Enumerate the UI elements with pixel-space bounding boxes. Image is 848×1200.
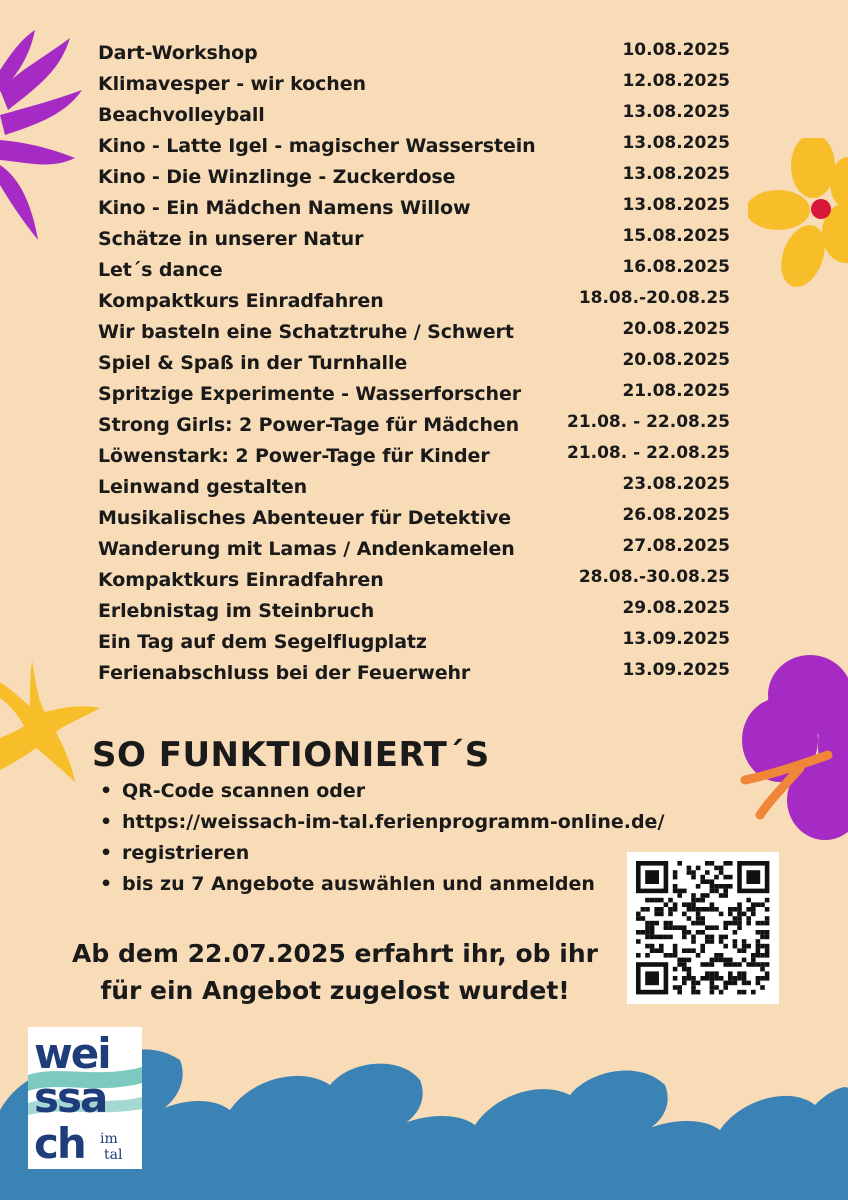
hibiscus-icon bbox=[740, 650, 848, 850]
event-row bbox=[98, 538, 730, 569]
logo-text: wei bbox=[34, 1029, 110, 1078]
event-date: 13.08.2025 bbox=[622, 102, 730, 122]
event-title: Leinwand gestalten bbox=[98, 476, 308, 498]
event-row bbox=[98, 383, 730, 414]
event-date: 27.08.2025 bbox=[622, 536, 730, 556]
qr-code-graphic bbox=[627, 852, 779, 1004]
event-title: Ein Tag auf dem Segelflugplatz bbox=[98, 631, 427, 653]
event-row bbox=[98, 352, 730, 383]
event-row bbox=[98, 290, 730, 321]
event-row bbox=[98, 104, 730, 135]
event-title: Kino - Die Winzlinge - Zuckerdose bbox=[98, 166, 456, 188]
howto-title: SO FUNKTIONIERT´S bbox=[92, 735, 490, 775]
event-row bbox=[98, 42, 730, 73]
logo-text: ch bbox=[34, 1119, 85, 1168]
event-title: Löwenstark: 2 Power-Tage für Kinder bbox=[98, 445, 490, 467]
draw-notice bbox=[40, 935, 630, 1009]
event-title: Kompaktkurs Einradfahren bbox=[98, 569, 384, 591]
step-item: • registrieren bbox=[100, 842, 664, 873]
event-date: 13.08.2025 bbox=[622, 164, 730, 184]
event-date: 12.08.2025 bbox=[622, 71, 730, 91]
step-item: • https://weissach-im-tal.ferienprogramm-online.de/ bbox=[100, 811, 664, 842]
logo bbox=[28, 1027, 142, 1169]
logo-suffix: tal bbox=[104, 1147, 123, 1163]
event-date: 13.08.2025 bbox=[622, 195, 730, 215]
event-row bbox=[98, 662, 730, 693]
event-row bbox=[98, 135, 730, 166]
event-title: Strong Girls: 2 Power-Tage für Mädchen bbox=[98, 414, 520, 436]
event-row bbox=[98, 507, 730, 538]
palm-leaf-icon bbox=[0, 30, 85, 250]
logo-text: ssa bbox=[34, 1073, 107, 1122]
event-title: Wir basteln eine Schatztruhe / Schwert bbox=[98, 321, 514, 343]
event-title: Erlebnistag im Steinbruch bbox=[98, 600, 375, 622]
event-date: 21.08. - 22.08.25 bbox=[566, 443, 730, 463]
step-item: • QR-Code scannen oder bbox=[100, 780, 664, 811]
event-row bbox=[98, 228, 730, 259]
event-date: 28.08.-30.08.25 bbox=[578, 567, 730, 587]
event-row bbox=[98, 166, 730, 197]
event-title: Spiel & Spaß in der Turnhalle bbox=[98, 352, 408, 374]
event-title: Wanderung mit Lamas / Andenkamelen bbox=[98, 538, 515, 560]
event-date: 18.08.-20.08.25 bbox=[578, 288, 730, 308]
notice-line: für ein Angebot zugelost wurdet! bbox=[100, 976, 570, 1005]
event-title: Kino - Latte Igel - magischer Wasserstein bbox=[98, 135, 536, 157]
event-row bbox=[98, 259, 730, 290]
starfish-icon bbox=[0, 660, 105, 785]
event-title: Spritzige Experimente - Wasserforscher bbox=[98, 383, 522, 405]
event-title: Ferienabschluss bei der Feuerwehr bbox=[98, 662, 471, 684]
event-title: Beachvolleyball bbox=[98, 104, 265, 126]
event-row bbox=[98, 321, 730, 352]
event-row bbox=[98, 631, 730, 662]
event-date: 20.08.2025 bbox=[622, 319, 730, 339]
flower-icon bbox=[748, 138, 848, 288]
event-row bbox=[98, 569, 730, 600]
event-date: 15.08.2025 bbox=[622, 226, 730, 246]
event-title: Musikalisches Abenteuer für Detektive bbox=[98, 507, 511, 529]
event-date: 21.08. - 22.08.25 bbox=[566, 412, 730, 432]
event-list bbox=[98, 42, 730, 693]
event-title: Kino - Ein Mädchen Namens Willow bbox=[98, 197, 471, 219]
howto-steps bbox=[100, 780, 664, 904]
event-row bbox=[98, 445, 730, 476]
event-title: Schätze in unserer Natur bbox=[98, 228, 364, 250]
event-date: 23.08.2025 bbox=[622, 474, 730, 494]
logo-suffix: im bbox=[100, 1131, 118, 1147]
event-row bbox=[98, 476, 730, 507]
event-date: 13.09.2025 bbox=[622, 629, 730, 649]
event-row bbox=[98, 600, 730, 631]
event-row bbox=[98, 197, 730, 228]
event-title: Dart-Workshop bbox=[98, 42, 258, 64]
event-date: 13.08.2025 bbox=[622, 133, 730, 153]
event-date: 20.08.2025 bbox=[622, 350, 730, 370]
event-date: 29.08.2025 bbox=[622, 598, 730, 618]
event-date: 13.09.2025 bbox=[622, 660, 730, 680]
event-title: Kompaktkurs Einradfahren bbox=[98, 290, 384, 312]
event-row bbox=[98, 73, 730, 104]
event-date: 21.08.2025 bbox=[622, 381, 730, 401]
event-date: 26.08.2025 bbox=[622, 505, 730, 525]
event-row bbox=[98, 414, 730, 445]
notice-line: Ab dem 22.07.2025 erfahrt ihr, ob ihr bbox=[72, 939, 598, 968]
qr-code[interactable] bbox=[627, 852, 779, 1004]
event-title: Klimavesper - wir kochen bbox=[98, 73, 366, 95]
event-date: 10.08.2025 bbox=[622, 40, 730, 60]
step-item: • bis zu 7 Angebote auswählen und anmelden bbox=[100, 873, 664, 904]
event-date: 16.08.2025 bbox=[622, 257, 730, 277]
event-title: Let´s dance bbox=[98, 259, 223, 281]
